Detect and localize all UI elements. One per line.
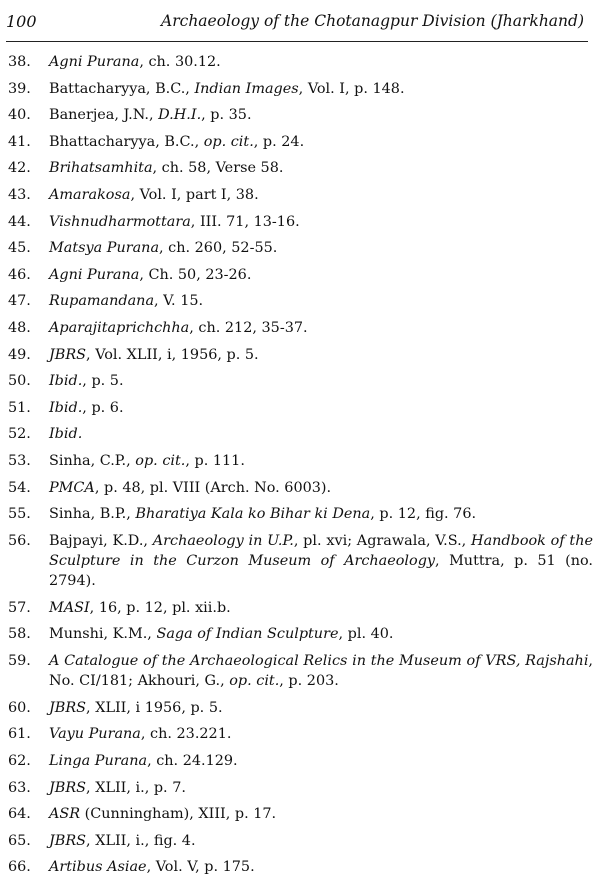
citation-detail: , V. 15. <box>154 293 204 310</box>
citation-title: Linga Purana <box>49 753 148 770</box>
endnote-number: 50. <box>8 373 31 390</box>
citation-title: Artibus Asiae <box>49 859 147 876</box>
endnote-number: 46. <box>8 266 31 283</box>
endnote-text <box>49 424 593 444</box>
citation-title: Agni Purana <box>49 54 140 70</box>
endnote-text <box>49 79 593 99</box>
endnote-item <box>8 79 593 99</box>
citation-title: A Catalogue of the Archaeological Relics in the Museum of VRS, Rajshahi <box>49 652 589 669</box>
endnote-number: 45. <box>8 240 31 257</box>
citation-title: MASI <box>49 599 90 616</box>
citation-detail: , Vol. I, part I, 38. <box>130 186 259 203</box>
page-header <box>6 12 584 38</box>
citation-detail: (Cunningham), XIII, p. 17. <box>80 806 277 823</box>
endnote-item <box>8 651 593 691</box>
endnote-text <box>49 598 593 618</box>
citation-title: PMCA <box>49 479 95 496</box>
endnote-item <box>8 185 593 205</box>
citation-detail: , ch. 24.129. <box>147 753 238 770</box>
endnote-number: 61. <box>8 726 31 743</box>
endnote-item <box>8 371 593 391</box>
citation-title: Aparajitaprichchha <box>49 319 190 336</box>
endnote-number: 56. <box>8 532 31 549</box>
citation-detail: , ch. 30.12. <box>139 54 221 70</box>
citation-detail: , ch. 260, 52-55. <box>159 240 278 257</box>
endnote-text <box>49 105 593 125</box>
citation-detail: , 16, p. 12, pl. xii.b. <box>89 599 231 616</box>
citation-title: Brihatsamhita <box>49 160 153 177</box>
citation-title: Handbook of the Sculpture in the Curzon Museum of Archaeology <box>49 532 593 569</box>
citation-detail: , p. 48, pl. VIII (Arch. No. 6003). <box>94 479 332 496</box>
endnote-text <box>49 238 593 258</box>
endnote-text <box>49 158 593 178</box>
citation-detail: , Ch. 50, 23-26. <box>139 266 252 283</box>
citation-title: Ibid. <box>49 399 83 416</box>
citation-detail: , p. 35. <box>201 107 252 124</box>
citation-title: JBRS <box>49 832 87 849</box>
endnote-item <box>8 212 593 232</box>
citation-detail: , III. 71, 13-16. <box>190 213 300 230</box>
citation-detail: , p. 203. <box>279 672 339 689</box>
endnote-item <box>8 52 593 72</box>
endnote-text <box>49 504 593 524</box>
citation-detail: , pl. 40. <box>338 626 394 643</box>
endnote-number: 59. <box>8 652 31 669</box>
citation-title: Archaeology in U.P. <box>152 532 294 549</box>
citation-detail: , Vol. V, p. 175. <box>146 859 255 876</box>
endnote-text <box>49 185 593 205</box>
endnote-number: 60. <box>8 699 31 716</box>
endnote-item <box>8 478 593 498</box>
endnote-text <box>49 212 593 232</box>
citation-title: JBRS <box>49 699 87 716</box>
endnote-number: 47. <box>8 293 31 310</box>
endnote-text <box>49 371 593 391</box>
endnote-item <box>8 291 593 311</box>
citation-title: Bharatiya Kala ko Bihar ki Dena <box>135 506 371 523</box>
citation-title: op. cit. <box>229 672 280 689</box>
endnote-item <box>8 345 593 365</box>
endnote-number: 63. <box>8 779 31 796</box>
endnote-text <box>49 778 593 798</box>
citation-detail: , p. 111. <box>185 452 245 469</box>
endnote-text <box>49 651 593 691</box>
endnote-item <box>8 265 593 285</box>
endnote-text <box>49 831 593 851</box>
endnote-number: 53. <box>8 452 31 469</box>
endnote-number: 41. <box>8 133 31 150</box>
endnote-item <box>8 857 593 877</box>
endnote-item <box>8 132 593 152</box>
endnote-number: 39. <box>8 80 31 97</box>
citation-detail: , ch. 23.221. <box>140 726 232 743</box>
endnote-item <box>8 698 593 718</box>
endnote-text <box>49 451 593 471</box>
citation-title: Amarakosa <box>49 186 131 203</box>
endnote-text <box>49 531 593 591</box>
running-title: Archaeology of the Chotanagpur Division (Jharkhand) <box>161 12 584 30</box>
citation-title: op. cit. <box>135 452 186 469</box>
endnote-item <box>8 504 593 524</box>
endnote-number: 49. <box>8 346 31 363</box>
endnote-text <box>49 478 593 498</box>
citation-detail: Battacharyya, B.C., <box>49 80 195 97</box>
endnote-number: 55. <box>8 506 31 523</box>
citation-detail: Sinha, B.P., <box>49 506 136 523</box>
citation-title: Ibid. <box>49 373 83 390</box>
endnote-number: 48. <box>8 319 31 336</box>
endnote-text <box>49 751 593 771</box>
endnote-number: 58. <box>8 626 31 643</box>
citation-detail: Bajpayi, K.D., <box>49 532 153 549</box>
endnote-number: 62. <box>8 753 31 770</box>
endnote-item <box>8 451 593 471</box>
citation-detail: Munshi, K.M., <box>49 626 157 643</box>
citation-detail: , p. 24. <box>253 133 305 150</box>
endnote-text <box>49 132 593 152</box>
citation-detail: , pl. xvi; Agrawala, V.S., <box>293 532 472 549</box>
citation-detail: , Muttra, p. 51 (no. 2794). <box>49 552 593 589</box>
citation-detail: , p. 5. <box>82 373 124 390</box>
endnote-text <box>49 52 593 72</box>
endnotes-list <box>8 52 593 884</box>
citation-detail: , ch. 212, 35-37. <box>189 319 308 336</box>
endnote-item <box>8 751 593 771</box>
header-divider <box>6 41 588 42</box>
citation-title: Matsya Purana <box>49 240 160 257</box>
endnote-text <box>49 291 593 311</box>
citation-detail: , Vol. I, p. 148. <box>298 80 405 97</box>
endnote-text <box>49 398 593 418</box>
endnote-number: 54. <box>8 479 31 496</box>
citation-title: Rupamandana <box>49 293 155 310</box>
endnote-item <box>8 398 593 418</box>
citation-title: Indian Images <box>194 80 299 97</box>
page-number: 100 <box>6 12 37 31</box>
endnote-item <box>8 598 593 618</box>
citation-detail: , XLII, i., p. 7. <box>86 779 186 796</box>
citation-detail: Bhattacharyya, B.C., <box>49 133 204 150</box>
endnote-number: 65. <box>8 832 31 849</box>
citation-title: JBRS <box>49 346 87 363</box>
citation-title: D.H.I. <box>158 107 202 124</box>
endnote-number: 43. <box>8 186 31 203</box>
citation-title: Vishnudharmottara <box>49 213 191 230</box>
citation-title: JBRS <box>49 779 87 796</box>
endnote-number: 42. <box>8 160 31 177</box>
citation-title: ASR <box>49 806 81 823</box>
endnote-item <box>8 318 593 338</box>
endnote-item <box>8 831 593 851</box>
endnote-item <box>8 158 593 178</box>
endnote-text <box>49 857 593 877</box>
citation-detail: , No. CI/181; Akhouri, G., <box>49 652 593 689</box>
citation-detail: , p. 12, fig. 76. <box>370 506 477 523</box>
endnote-number: 38. <box>8 54 31 70</box>
endnote-number: 51. <box>8 399 31 416</box>
citation-detail: , ch. 58, Verse 58. <box>152 160 284 177</box>
citation-detail: Sinha, C.P., <box>49 452 136 469</box>
endnote-number: 64. <box>8 806 31 823</box>
endnote-number: 40. <box>8 107 31 124</box>
endnote-text <box>49 804 593 824</box>
citation-title: Ibid. <box>49 426 83 443</box>
endnote-item <box>8 624 593 644</box>
endnote-item <box>8 105 593 125</box>
endnote-text <box>49 724 593 744</box>
endnote-text <box>49 624 593 644</box>
citation-detail: , XLII, i 1956, p. 5. <box>86 699 223 716</box>
citation-detail: , Vol. XLII, i, 1956, p. 5. <box>86 346 259 363</box>
endnote-item <box>8 724 593 744</box>
citation-title: Agni Purana <box>49 266 140 283</box>
citation-title: op. cit. <box>203 133 254 150</box>
citation-detail: Banerjea, J.N., <box>49 107 159 124</box>
endnote-text <box>49 698 593 718</box>
endnote-item <box>8 804 593 824</box>
endnote-text <box>49 265 593 285</box>
endnote-number: 44. <box>8 213 31 230</box>
citation-detail: , XLII, i., fig. 4. <box>86 832 196 849</box>
endnote-number: 57. <box>8 599 31 616</box>
citation-title: Saga of Indian Sculpture <box>156 626 339 643</box>
endnote-text <box>49 318 593 338</box>
endnote-item <box>8 778 593 798</box>
endnote-text <box>49 345 593 365</box>
endnote-number: 52. <box>8 426 31 443</box>
endnote-item <box>8 238 593 258</box>
endnote-item <box>8 531 593 591</box>
citation-title: Vayu Purana <box>49 726 141 743</box>
citation-detail: , p. 6. <box>82 399 124 416</box>
endnote-number: 66. <box>8 859 31 876</box>
endnote-item <box>8 424 593 444</box>
